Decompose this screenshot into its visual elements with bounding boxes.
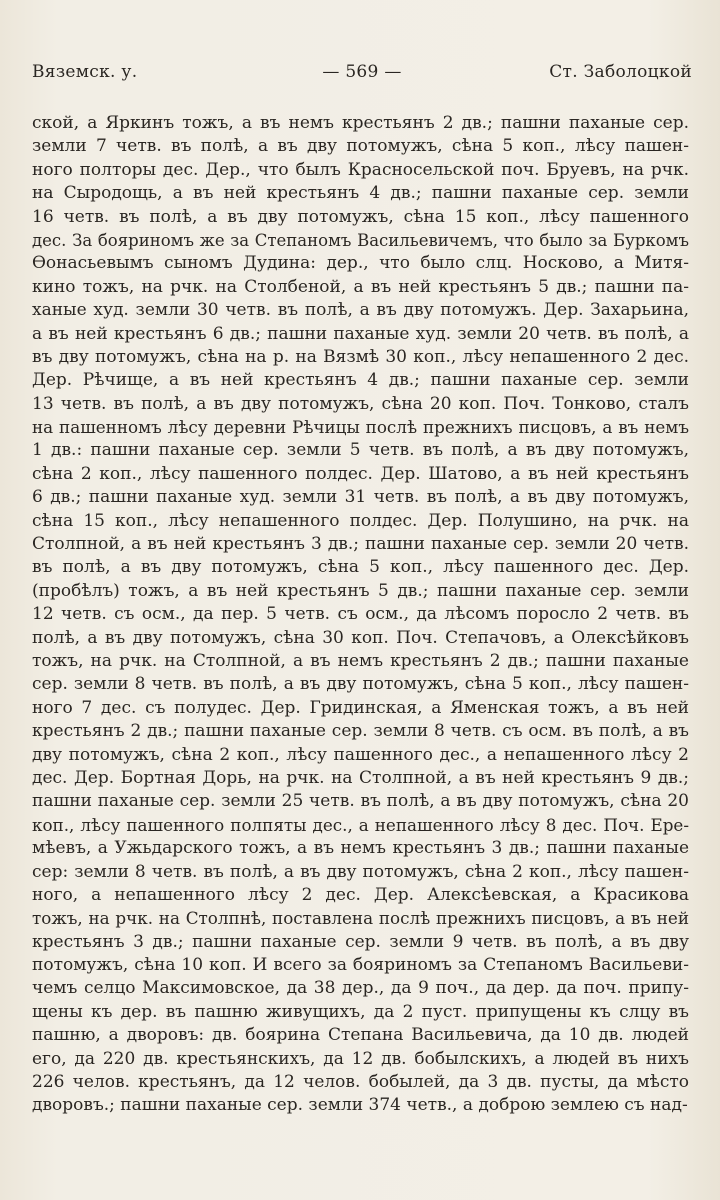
text-line: крестьянъ 2 дв.; пашни паханые сер. земли 8 четв. съ осм. въ полѣ, а въ [32,721,689,742]
text-line: коп., лѣсу пашенного полпяты дес., а непашенного лѣсу 8 дес. Поч. Ере- [32,814,689,835]
text-line: 6 дв.; пашни паханые худ. земли 31 четв. въ полѣ, а въ дву потомужъ, [32,487,689,508]
text-line: дворовъ.; пашни паханые сер. земли 374 четв., а доброю землею съ над- [32,1095,688,1116]
text-line: на Сыродощь, а въ ней крестьянъ 4 дв.; пашни паханые сер. земли [32,183,689,204]
text-line: на пашенномъ лѣсу деревни Рѣчицы послѣ прежнихъ писцовъ, а въ немъ [32,417,689,438]
text-line: а въ ней крестьянъ 6 дв.; пашни паханые худ. земли 20 четв. въ полѣ, а [32,323,689,344]
text-line: пашни паханые сер. земли 25 четв. въ полѣ, а въ дву потомужъ, сѣна 20 [32,791,689,812]
text-line: пашню, а дворовъ: дв. боярина Степана Васильевича, да 10 дв. людей [32,1025,689,1046]
text-line: 12 четв. съ осм., да пер. 5 четв. съ осм., да лѣсомъ поросло 2 четв. въ [32,604,689,625]
text-line: дву потомужъ, сѣна 2 коп., лѣсу пашенного дес., а непашенного лѣсу 2 [32,744,689,765]
page-number: — 569 — [322,62,402,82]
text-line: 1 дв.: пашни паханые сер. земли 5 четв. въ полѣ, а въ дву потомужъ, [32,440,689,461]
text-line: мѣевъ, а Ужьдарского тожъ, а въ немъ крестьянъ 3 дв.; пашни паханые [32,838,689,859]
text-line: тожъ, на рчк. на Столпной, а въ немъ крестьянъ 2 дв.; пашни паханые [32,650,689,671]
text-line: сер. земли 8 четв. въ полѣ, а въ дву потомужъ, сѣна 5 коп., лѣсу пашен- [32,674,689,695]
text-line: сѣна 15 коп., лѣсу непашенного полдес. Дер. Полушино, на рчк. на [32,510,689,531]
text-line: Столпной, а въ ней крестьянъ 3 дв.; пашни паханые сер. земли 20 четв. [32,534,689,555]
text-line: ской, а Яркинъ тожъ, а въ немъ крестьянъ 2 дв.; пашни паханые сер. [32,113,689,133]
text-line: дес. За бояриномъ же за Степаномъ Васильевичемъ, что было за Буркомъ [32,230,689,250]
text-line: сер: земли 8 четв. въ полѣ, а въ дву потомужъ, сѣна 2 коп., лѣсу пашен- [32,861,689,882]
text-line: (пробѣлъ) тожъ, а въ ней крестьянъ 5 дв.; пашни паханые сер. земли [32,580,689,601]
header-camp: Ст. Заболоцкой [549,62,692,82]
text-line: щены къ дер. въ пашню живущихъ, да 2 пуст. припущены къ слцу въ [32,1001,689,1022]
text-body [32,112,689,1118]
header-county: Вяземск. у. [32,62,138,82]
text-line: 13 четв. въ полѣ, а въ дву потомужъ, сѣна 20 коп. Поч. Тонково, сталъ [32,393,689,414]
text-line: ного 7 дес. съ полудес. Дер. Гридинская, а Яменская тожъ, а въ ней [32,697,689,718]
text-line: сѣна 2 коп., лѣсу пашенного полдес. Дер. Шатово, а въ ней крестьянъ [32,463,689,484]
text-line: 16 четв. въ полѣ, а въ дву потомужъ, сѣна 15 коп., лѣсу пашенного [32,206,689,227]
text-line: ного, а непашенного лѣсу 2 дес. Дер. Алексѣевская, а Красикова [32,884,689,905]
text-line: его, да 220 дв. крестьянскихъ, да 12 дв. бобылскихъ, а людей въ нихъ [32,1048,689,1069]
text-line: въ дву потомужъ, сѣна на р. на Вязмѣ 30 коп., лѣсу непашенного 2 дес. [32,346,689,367]
text-line: земли 7 четв. въ полѣ, а въ дву потомужъ, сѣна 5 коп., лѣсу пашен- [32,136,689,157]
text-line: чемъ селцо Максимовское, да 38 дер., да 9 поч., да дер. да поч. припу- [32,978,689,999]
text-line: тожъ, на рчк. на Столпнѣ, поставлена послѣ прежнихъ писцовъ, а въ ней [32,908,689,929]
text-line: дес. Дер. Бортная Дорь, на рчк. на Столпной, а въ ней крестьянъ 9 дв.; [32,767,689,788]
text-line: ного полторы дес. Дер., что былъ Красносельской поч. Бруевъ, на рчк. [32,159,689,180]
text-line: Дер. Рѣчище, а въ ней крестьянъ 4 дв.; пашни паханые сер. земли [32,370,689,391]
text-line: кино тожъ, на рчк. на Столбеной, а въ ней крестьянъ 5 дв.; пашни па- [32,276,689,297]
text-line: въ полѣ, а въ дву потомужъ, сѣна 5 коп., лѣсу пашенного дес. Дер. [32,557,689,578]
text-line: потомужъ, сѣна 10 коп. И всего за бояриномъ за Степаномъ Васильеви- [32,955,689,976]
text-line: крестьянъ 3 дв.; пашни паханые сер. земли 9 четв. въ полѣ, а въ дву [32,931,689,952]
text-line: ханые худ. земли 30 четв. въ полѣ, а въ дву потомужъ. Дер. Захарьина, [32,300,689,321]
text-line: полѣ, а въ дву потомужъ, сѣна 30 коп. Поч. Степачовъ, а Олексѣйковъ [32,627,689,648]
text-line: Ѳонасьевымъ сыномъ Дудина: дер., что было слц. Носково, а Митя- [32,253,689,274]
text-line: 226 челов. крестьянъ, да 12 челов. бобылей, да 3 дв. пусты, да мѣсто [32,1072,689,1093]
running-header [32,62,692,92]
